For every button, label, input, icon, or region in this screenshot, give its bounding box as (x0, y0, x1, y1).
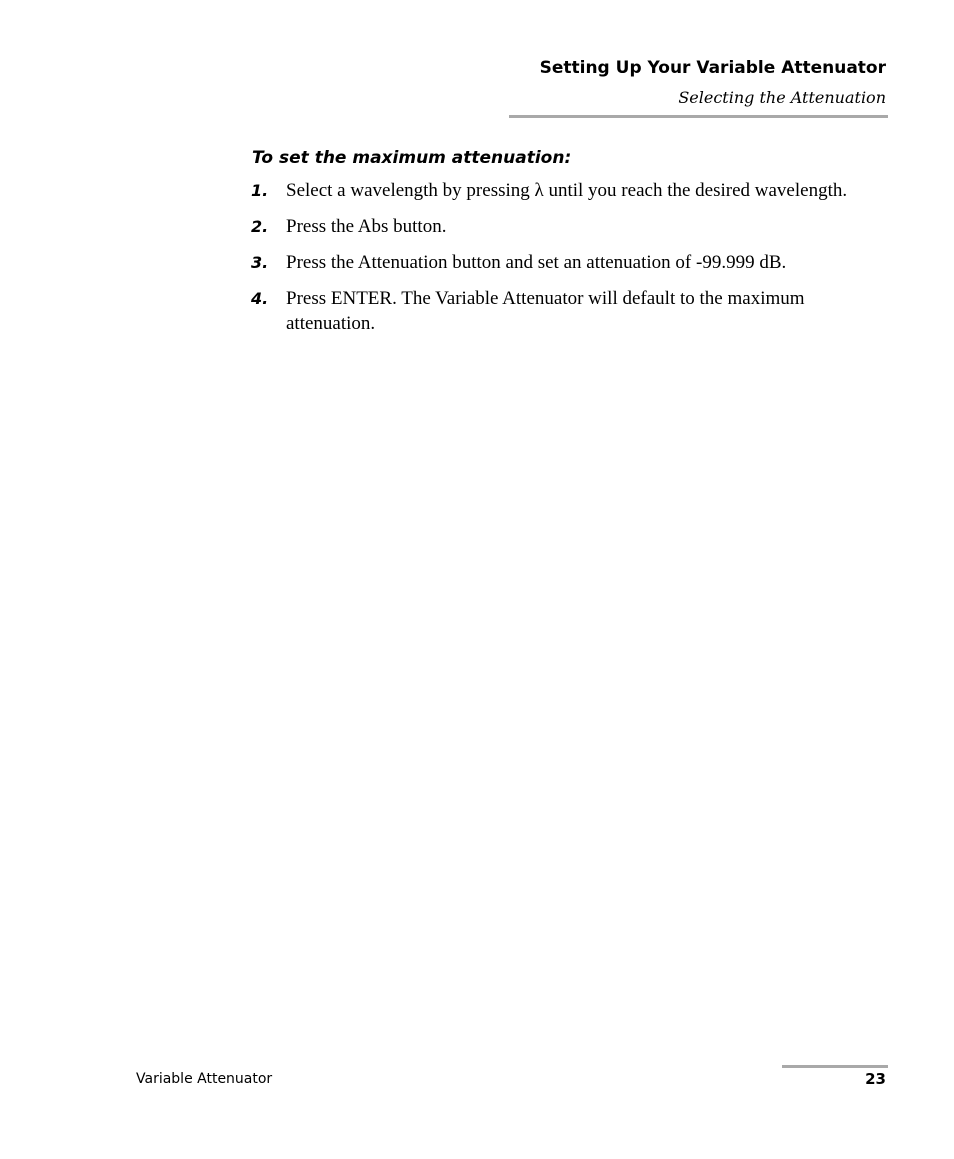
step-number: 4. (251, 289, 269, 308)
step-number: 2. (251, 217, 269, 236)
step-text: Press the Abs button. (286, 216, 447, 237)
footer-divider (782, 1065, 888, 1068)
step-item (251, 178, 861, 203)
procedure-heading: To set the maximum attenuation: (252, 148, 572, 168)
step-text: Press ENTER. The Variable Attenuator will default to the maximum attenuation. (286, 288, 805, 334)
step-text: Press the Attenuation button and set an attenuation of -99.999 dB. (286, 252, 787, 273)
procedure-steps (251, 178, 861, 347)
section-title: Selecting the Attenuation (678, 88, 886, 107)
step-text: Select a wavelength by pressing λ until you reach the desired wavelength. (286, 180, 848, 201)
header-divider (509, 115, 888, 118)
footer-product-name: Variable Attenuator (136, 1071, 273, 1087)
step-item (251, 214, 861, 239)
step-number: 1. (251, 181, 269, 200)
step-number: 3. (251, 253, 269, 272)
chapter-title: Setting Up Your Variable Attenuator (539, 58, 886, 78)
step-item (251, 286, 861, 336)
step-item (251, 250, 861, 275)
page-number: 23 (865, 1070, 886, 1088)
